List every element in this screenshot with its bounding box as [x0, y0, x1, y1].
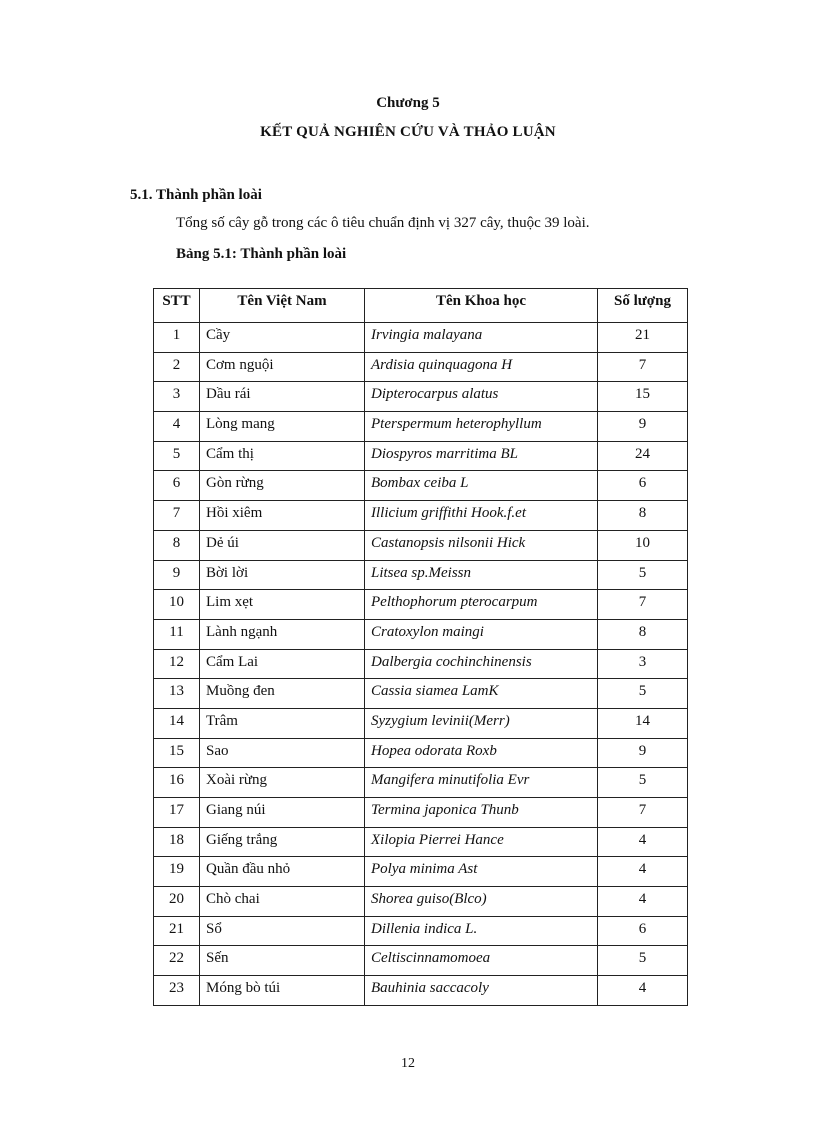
chapter-title: KẾT QUẢ NGHIÊN CỨU VÀ THẢO LUẬN	[260, 124, 556, 140]
cell-scientific-name: Ardisia quinquagona H	[365, 352, 598, 382]
table-caption: Bảng 5.1: Thành phần loài	[176, 246, 347, 262]
table-row	[154, 857, 688, 887]
cell-scientific-name: Cassia siamea LamK	[365, 679, 598, 709]
cell-stt: 10	[154, 590, 200, 620]
cell-scientific-name: Bombax ceiba L	[365, 471, 598, 501]
cell-stt: 1	[154, 323, 200, 353]
table-row	[154, 590, 688, 620]
cell-quantity: 4	[598, 976, 688, 1006]
cell-stt: 21	[154, 916, 200, 946]
cell-vietnamese-name: Lim xẹt	[200, 590, 365, 620]
cell-stt: 5	[154, 441, 200, 471]
cell-quantity: 24	[598, 441, 688, 471]
cell-stt: 22	[154, 946, 200, 976]
cell-scientific-name: Polya minima Ast	[365, 857, 598, 887]
cell-vietnamese-name: Dẻ úi	[200, 530, 365, 560]
cell-stt: 17	[154, 798, 200, 828]
cell-vietnamese-name: Cơm nguội	[200, 352, 365, 382]
cell-stt: 16	[154, 768, 200, 798]
table-row	[154, 441, 688, 471]
table-row	[154, 738, 688, 768]
table-row	[154, 382, 688, 412]
cell-quantity: 6	[598, 471, 688, 501]
cell-vietnamese-name: Trâm	[200, 708, 365, 738]
table-row	[154, 976, 688, 1006]
cell-quantity: 7	[598, 798, 688, 828]
cell-stt: 15	[154, 738, 200, 768]
table-body	[154, 323, 688, 1006]
cell-vietnamese-name: Chò chai	[200, 887, 365, 917]
table-row	[154, 530, 688, 560]
table-row	[154, 887, 688, 917]
cell-scientific-name: Dillenia indica L.	[365, 916, 598, 946]
table-header-row	[154, 289, 688, 323]
cell-vietnamese-name: Hồi xiêm	[200, 501, 365, 531]
cell-scientific-name: Dalbergia cochinchinensis	[365, 649, 598, 679]
table-row	[154, 916, 688, 946]
table-row	[154, 560, 688, 590]
cell-vietnamese-name: Cẩm Lai	[200, 649, 365, 679]
chapter-label: Chương 5	[376, 95, 440, 111]
cell-vietnamese-name: Giếng trắng	[200, 827, 365, 857]
cell-vietnamese-name: Quần đầu nhỏ	[200, 857, 365, 887]
cell-scientific-name: Bauhinia saccacoly	[365, 976, 598, 1006]
cell-vietnamese-name: Lành ngạnh	[200, 619, 365, 649]
cell-quantity: 5	[598, 768, 688, 798]
cell-scientific-name: Irvingia malayana	[365, 323, 598, 353]
cell-stt: 11	[154, 619, 200, 649]
cell-scientific-name: Termina japonica Thunb	[365, 798, 598, 828]
cell-vietnamese-name: Sến	[200, 946, 365, 976]
cell-stt: 13	[154, 679, 200, 709]
cell-quantity: 9	[598, 738, 688, 768]
cell-scientific-name: Celtiscinnamomoea	[365, 946, 598, 976]
cell-quantity: 8	[598, 501, 688, 531]
cell-scientific-name: Hopea odorata Roxb	[365, 738, 598, 768]
cell-stt: 9	[154, 560, 200, 590]
cell-stt: 4	[154, 412, 200, 442]
table-row	[154, 323, 688, 353]
cell-vietnamese-name: Bời lời	[200, 560, 365, 590]
table-row	[154, 412, 688, 442]
page-number: 12	[401, 1056, 415, 1071]
cell-quantity: 8	[598, 619, 688, 649]
cell-quantity: 4	[598, 857, 688, 887]
cell-scientific-name: Litsea sp.Meissn	[365, 560, 598, 590]
cell-scientific-name: Mangifera minutifolia Evr	[365, 768, 598, 798]
table-row	[154, 679, 688, 709]
table-row	[154, 471, 688, 501]
table-row	[154, 768, 688, 798]
cell-quantity: 5	[598, 946, 688, 976]
cell-vietnamese-name: Muồng đen	[200, 679, 365, 709]
table-row	[154, 649, 688, 679]
cell-stt: 6	[154, 471, 200, 501]
cell-quantity: 7	[598, 352, 688, 382]
table-row	[154, 619, 688, 649]
header-quantity: Số lượng	[598, 289, 688, 323]
cell-scientific-name: Xilopia Pierrei Hance	[365, 827, 598, 857]
cell-quantity: 15	[598, 382, 688, 412]
cell-quantity: 3	[598, 649, 688, 679]
cell-vietnamese-name: Sao	[200, 738, 365, 768]
table-row	[154, 501, 688, 531]
cell-scientific-name: Shorea guiso(Blco)	[365, 887, 598, 917]
cell-vietnamese-name: Móng bò túi	[200, 976, 365, 1006]
table-row	[154, 798, 688, 828]
section-heading: 5.1. Thành phần loài	[130, 187, 262, 203]
cell-stt: 14	[154, 708, 200, 738]
cell-vietnamese-name: Cẩm thị	[200, 441, 365, 471]
cell-scientific-name: Pelthophorum pterocarpum	[365, 590, 598, 620]
cell-quantity: 5	[598, 679, 688, 709]
cell-vietnamese-name: Dầu rái	[200, 382, 365, 412]
cell-scientific-name: Dipterocarpus alatus	[365, 382, 598, 412]
cell-quantity: 14	[598, 708, 688, 738]
cell-quantity: 6	[598, 916, 688, 946]
cell-quantity: 21	[598, 323, 688, 353]
cell-stt: 23	[154, 976, 200, 1006]
table-row	[154, 946, 688, 976]
cell-stt: 19	[154, 857, 200, 887]
cell-stt: 7	[154, 501, 200, 531]
cell-quantity: 4	[598, 827, 688, 857]
cell-scientific-name: Syzygium levinii(Merr)	[365, 708, 598, 738]
cell-scientific-name: Diospyros marritima BL	[365, 441, 598, 471]
cell-vietnamese-name: Cầy	[200, 323, 365, 353]
cell-vietnamese-name: Giang núi	[200, 798, 365, 828]
cell-scientific-name: Cratoxylon maingi	[365, 619, 598, 649]
cell-quantity: 10	[598, 530, 688, 560]
cell-vietnamese-name: Sổ	[200, 916, 365, 946]
table-row	[154, 352, 688, 382]
species-table	[153, 288, 688, 1006]
intro-paragraph: Tổng số cây gỗ trong các ô tiêu chuẩn định vị 327 cây, thuộc 39 loài.	[176, 215, 590, 231]
cell-stt: 2	[154, 352, 200, 382]
cell-stt: 3	[154, 382, 200, 412]
cell-quantity: 4	[598, 887, 688, 917]
header-vietnamese-name: Tên Việt Nam	[200, 289, 365, 323]
cell-scientific-name: Castanopsis nilsonii Hick	[365, 530, 598, 560]
cell-stt: 20	[154, 887, 200, 917]
header-scientific-name: Tên Khoa học	[365, 289, 598, 323]
header-stt: STT	[154, 289, 200, 323]
cell-vietnamese-name: Xoài rừng	[200, 768, 365, 798]
cell-stt: 12	[154, 649, 200, 679]
cell-quantity: 7	[598, 590, 688, 620]
table-row	[154, 827, 688, 857]
cell-stt: 8	[154, 530, 200, 560]
cell-stt: 18	[154, 827, 200, 857]
cell-quantity: 5	[598, 560, 688, 590]
cell-vietnamese-name: Gòn rừng	[200, 471, 365, 501]
cell-scientific-name: Pterspermum heterophyllum	[365, 412, 598, 442]
cell-scientific-name: Illicium griffithi Hook.f.et	[365, 501, 598, 531]
cell-vietnamese-name: Lòng mang	[200, 412, 365, 442]
cell-quantity: 9	[598, 412, 688, 442]
table-row	[154, 708, 688, 738]
